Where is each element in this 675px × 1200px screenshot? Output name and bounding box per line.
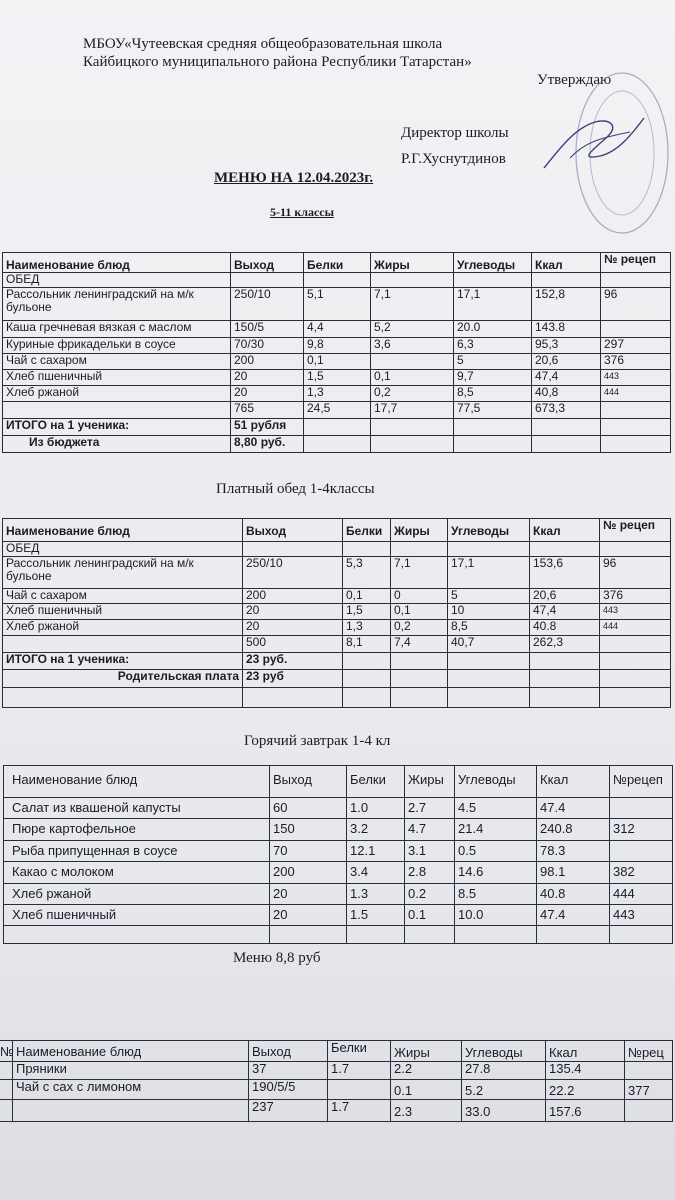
cell: 47,4 (532, 370, 601, 386)
cell: 157.6 (546, 1100, 625, 1122)
table-row (3, 321, 671, 338)
cell: 376 (600, 589, 671, 604)
itogo-value: 51 рубля (231, 419, 304, 436)
cell: 150/5 (231, 321, 304, 338)
cell: 5,3 (343, 557, 391, 589)
col-header: Ккал (546, 1041, 625, 1062)
col-header: Наименование блюд (4, 766, 270, 798)
cell: 3.2 (347, 819, 405, 841)
cell: 8,5 (448, 620, 530, 636)
table-header-row (3, 253, 671, 273)
dish-name: Пряники (13, 1062, 249, 1080)
col-header: Наименование блюд (3, 253, 231, 273)
cell: 3.4 (347, 862, 405, 884)
cell: 0,2 (371, 386, 454, 402)
cell: 24,5 (304, 402, 371, 419)
itogo-row (3, 419, 671, 436)
dish-name: Рыба припущенная в соусе (4, 841, 270, 862)
cell: 47,4 (530, 604, 600, 620)
cell: 40.8 (537, 884, 610, 905)
cell: 444 (610, 884, 673, 905)
cell: 1,3 (304, 386, 371, 402)
col-header: Выход (243, 519, 343, 542)
cell: 1.3 (347, 884, 405, 905)
cell: 9,8 (304, 338, 371, 354)
empty-row (3, 688, 671, 708)
director-title: Директор школы (401, 125, 509, 141)
cell: 5 (448, 589, 530, 604)
cell: 1.0 (347, 798, 405, 819)
cell: 47.4 (537, 905, 610, 926)
cell (600, 636, 671, 653)
cell: 40.8 (530, 620, 600, 636)
cell: 190/5/5 (249, 1080, 328, 1100)
col-header: Наименование блюд (13, 1041, 249, 1062)
cell: 5 (454, 354, 532, 370)
parent-fee-row (3, 670, 671, 688)
dish-name: Чай с сахаром (3, 354, 231, 370)
dish-name: Рассольник ленинградский на м/к бульоне (3, 557, 243, 589)
cell (3, 636, 243, 653)
col-header: № рецеп (601, 253, 671, 273)
menu-table-snack (0, 1040, 673, 1122)
col-header: Углеводы (448, 519, 530, 542)
director-name: Р.Г.Хуснутдинов (401, 151, 506, 167)
menu-price-note: Меню 8,8 руб (233, 950, 321, 966)
cell: 0,1 (343, 589, 391, 604)
cell: 443 (610, 905, 673, 926)
cell: 27.8 (462, 1062, 546, 1080)
dish-name: Каша гречневая вязкая с маслом (3, 321, 231, 338)
cell: 20.0 (454, 321, 532, 338)
dish-name: Салат из квашеной капусты (4, 798, 270, 819)
section-row (3, 273, 671, 288)
col-header: Углеводы (455, 766, 537, 798)
cell (610, 798, 673, 819)
cell: 20,6 (530, 589, 600, 604)
cell (625, 1100, 673, 1122)
table-row (4, 798, 673, 819)
dish-name: Хлеб ржаной (4, 884, 270, 905)
cell: 12.1 (347, 841, 405, 862)
menu-table-breakfast (3, 765, 673, 944)
table-row (3, 620, 671, 636)
cell: 5,2 (371, 321, 454, 338)
cell: 0,1 (371, 370, 454, 386)
cell: 765 (231, 402, 304, 419)
cell: 152,8 (532, 288, 601, 321)
col-header: Выход (249, 1041, 328, 1062)
table-row (3, 370, 671, 386)
cell: 1.7 (328, 1100, 391, 1122)
table-row (0, 1062, 673, 1080)
cell: 1,5 (304, 370, 371, 386)
cell: 20 (243, 620, 343, 636)
cell: 14.6 (455, 862, 537, 884)
cell: 673,3 (532, 402, 601, 419)
cell: 10.0 (455, 905, 537, 926)
table-row (3, 386, 671, 402)
total-row (3, 402, 671, 419)
table-header-row (4, 766, 673, 798)
cell: 8,1 (343, 636, 391, 653)
cell (13, 1100, 249, 1122)
cell: 37 (249, 1062, 328, 1080)
cell: 1.5 (347, 905, 405, 926)
dish-name: Пюре картофельное (4, 819, 270, 841)
table-row (3, 288, 671, 321)
cell: 98.1 (537, 862, 610, 884)
cell: 20 (270, 884, 347, 905)
cell: 500 (243, 636, 343, 653)
col-header: Выход (231, 253, 304, 273)
cell: 200 (231, 354, 304, 370)
cell: 17,7 (371, 402, 454, 419)
cell: 240.8 (537, 819, 610, 841)
cell: 0,1 (391, 604, 448, 620)
menu-table-paid-1-4 (2, 518, 671, 708)
col-header: Углеводы (462, 1041, 546, 1062)
table-row (3, 589, 671, 604)
col-header: Жиры (371, 253, 454, 273)
cell: 377 (625, 1080, 673, 1100)
cell: 2.3 (391, 1100, 462, 1122)
director-signature (540, 108, 650, 178)
cell (601, 321, 671, 338)
table-row (0, 1080, 673, 1100)
cell: 150 (270, 819, 347, 841)
cell: 2.8 (405, 862, 455, 884)
col-header: Жиры (391, 1041, 462, 1062)
cell: 443 (601, 370, 671, 386)
table-header-row (0, 1041, 673, 1062)
cell: 4.7 (405, 819, 455, 841)
cell: 250/10 (243, 557, 343, 589)
col-header: №рец (625, 1041, 673, 1062)
dish-name: Чай с сах с лимоном (13, 1080, 249, 1100)
cell: 2.7 (405, 798, 455, 819)
parent-fee-value: 23 руб (243, 670, 343, 688)
dish-name: Какао с молоком (4, 862, 270, 884)
table-row (3, 354, 671, 370)
col-header: Наименование блюд (3, 519, 243, 542)
col-header: Ккал (532, 253, 601, 273)
dish-name: Куриные фрикадельки в соусе (3, 338, 231, 354)
cell (328, 1080, 391, 1100)
cell (371, 354, 454, 370)
cell: 312 (610, 819, 673, 841)
cell: 4,4 (304, 321, 371, 338)
table-row (4, 884, 673, 905)
table-row (3, 604, 671, 620)
table-row (4, 862, 673, 884)
cell: 3,6 (371, 338, 454, 354)
cell: 3.1 (405, 841, 455, 862)
table-header-row (3, 519, 671, 542)
itogo-value: 23 руб. (243, 653, 343, 670)
cell: 40,8 (532, 386, 601, 402)
dish-name: Хлеб ржаной (3, 620, 243, 636)
cell: 21.4 (455, 819, 537, 841)
dish-name: Хлеб пшеничный (4, 905, 270, 926)
cell: 5,1 (304, 288, 371, 321)
cell: 0.1 (405, 905, 455, 926)
cell: 250/10 (231, 288, 304, 321)
col-header: Белки (328, 1041, 391, 1062)
cell: 78.3 (537, 841, 610, 862)
cell: 77,5 (454, 402, 532, 419)
table-row (4, 905, 673, 926)
school-name-line2: Кайбицкого муниципального района Республики Татарстан» (83, 54, 472, 70)
cell: 443 (600, 604, 671, 620)
cell: 7,1 (371, 288, 454, 321)
section-title-breakfast: Горячий завтрак 1-4 кл (244, 733, 391, 749)
cell: 7,4 (391, 636, 448, 653)
table-row (3, 338, 671, 354)
cell: 135.4 (546, 1062, 625, 1080)
cell: 95,3 (532, 338, 601, 354)
cell: 143.8 (532, 321, 601, 338)
cell: 0,1 (304, 354, 371, 370)
cell: 444 (600, 620, 671, 636)
cell: 20 (243, 604, 343, 620)
cell: 70 (270, 841, 347, 862)
parent-fee-label: Родительская плата (3, 670, 243, 688)
cell: 60 (270, 798, 347, 819)
col-header: №рецеп (610, 766, 673, 798)
menu-table-5-11 (2, 252, 671, 453)
dish-name: Хлеб ржаной (3, 386, 231, 402)
table-row (3, 557, 671, 589)
cell: 22.2 (546, 1080, 625, 1100)
cell: 1.7 (328, 1062, 391, 1080)
budget-label: Из бюджета (3, 436, 231, 453)
cell (3, 402, 231, 419)
empty-row (4, 926, 673, 944)
cell: 33.0 (462, 1100, 546, 1122)
col-header: Белки (304, 253, 371, 273)
dish-name: Чай с сахаром (3, 589, 243, 604)
section-row (3, 542, 671, 557)
cell: 0.5 (455, 841, 537, 862)
cell (601, 402, 671, 419)
cell: 237 (249, 1100, 328, 1122)
col-header: № (0, 1041, 13, 1062)
itogo-label: ИТОГО на 1 ученика: (3, 653, 243, 670)
cell: 20 (270, 905, 347, 926)
cell: 200 (270, 862, 347, 884)
cell: 153,6 (530, 557, 600, 589)
cell: 96 (600, 557, 671, 589)
cell: 8,5 (454, 386, 532, 402)
cell: 17,1 (454, 288, 532, 321)
cell: 297 (601, 338, 671, 354)
col-header: Белки (347, 766, 405, 798)
cell: 5.2 (462, 1080, 546, 1100)
cell: 8.5 (455, 884, 537, 905)
dish-name: Рассольник ленинградский на м/к бульоне (3, 288, 231, 321)
cell: 47.4 (537, 798, 610, 819)
table-row (4, 841, 673, 862)
cell (0, 1100, 13, 1122)
menu-title: МЕНЮ НА 12.04.2023г. (214, 170, 374, 186)
dish-name: Хлеб пшеничный (3, 370, 231, 386)
section-title-paid-lunch: Платный обед 1-4классы (216, 481, 375, 497)
cell (0, 1062, 13, 1080)
cell: 262,3 (530, 636, 600, 653)
cell: 382 (610, 862, 673, 884)
cell: 0.1 (391, 1080, 462, 1100)
section-label: ОБЕД (3, 273, 231, 288)
table-row (4, 819, 673, 841)
col-header: Жиры (405, 766, 455, 798)
approve-label: Утверждаю (537, 72, 612, 88)
cell: 40,7 (448, 636, 530, 653)
cell: 96 (601, 288, 671, 321)
cell: 200 (243, 589, 343, 604)
cell: 10 (448, 604, 530, 620)
cell: 444 (601, 386, 671, 402)
itogo-label: ИТОГО на 1 ученика: (3, 419, 231, 436)
cell (610, 841, 673, 862)
cell (625, 1062, 673, 1080)
cell: 1,3 (343, 620, 391, 636)
cell: 7,1 (391, 557, 448, 589)
cell: 17,1 (448, 557, 530, 589)
cell: 0,2 (391, 620, 448, 636)
cell: 9,7 (454, 370, 532, 386)
col-header: Выход (270, 766, 347, 798)
cell: 70/30 (231, 338, 304, 354)
dish-name: Хлеб пшеничный (3, 604, 243, 620)
cell: 20 (231, 370, 304, 386)
col-header: № рецеп (600, 519, 671, 542)
col-header: Белки (343, 519, 391, 542)
section-label: ОБЕД (3, 542, 243, 557)
total-row (0, 1100, 673, 1122)
cell: 20 (231, 386, 304, 402)
cell: 2.2 (391, 1062, 462, 1080)
total-row (3, 636, 671, 653)
col-header: Ккал (537, 766, 610, 798)
cell (0, 1080, 13, 1100)
col-header: Углеводы (454, 253, 532, 273)
cell: 20,6 (532, 354, 601, 370)
budget-row (3, 436, 671, 453)
school-name-line1: МБОУ«Чутеевская средняя общеобразовательная школа (83, 36, 443, 52)
cell: 0 (391, 589, 448, 604)
col-header: Жиры (391, 519, 448, 542)
itogo-row (3, 653, 671, 670)
cell: 6,3 (454, 338, 532, 354)
budget-value: 8,80 руб. (231, 436, 304, 453)
cell: 0.2 (405, 884, 455, 905)
grades-subtitle: 5-11 классы (270, 205, 335, 219)
col-header: Ккал (530, 519, 600, 542)
cell: 1,5 (343, 604, 391, 620)
cell: 4.5 (455, 798, 537, 819)
cell: 376 (601, 354, 671, 370)
